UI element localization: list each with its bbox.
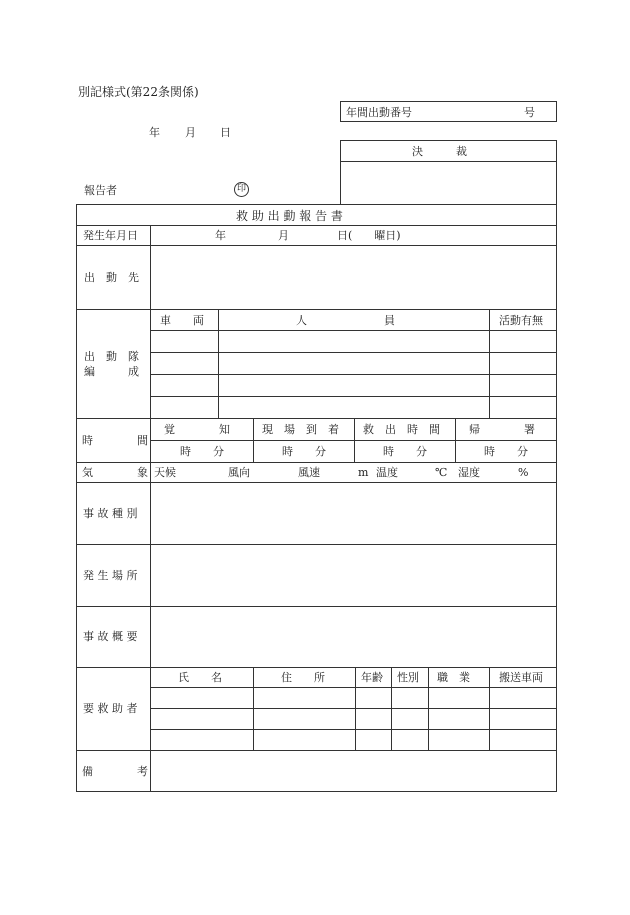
report-form-table [76, 204, 557, 792]
rescued-col-occupation: 職 業 [437, 671, 470, 684]
rescued-col-sex: 性別 [397, 671, 419, 684]
rescued-col-address: 住 所 [281, 671, 325, 684]
time-col-return: 帰 署 [469, 423, 535, 436]
date-day-label: 日 [220, 126, 231, 139]
accident-type-label: 事 故 種 別 [83, 507, 138, 520]
occur-month: 月 [278, 229, 289, 242]
weather-wind-unit: m [358, 466, 369, 479]
weather-wind-direction: 風向 [228, 466, 250, 479]
remarks-label: 備 考 [82, 765, 148, 778]
time-label: 時 間 [82, 434, 148, 447]
weather-wind-speed: 風速 [298, 466, 320, 479]
weather-sky: 天候 [154, 466, 176, 479]
approval-label: 決 裁 [412, 145, 467, 158]
occur-date-label: 発生年月日 [83, 229, 138, 242]
weather-temperature-unit: ℃ [435, 466, 448, 479]
weather-humidity-unit: % [518, 466, 529, 479]
date-month-label: 月 [185, 126, 196, 139]
time-unit-arrival: 時 分 [282, 445, 326, 458]
rescued-col-name: 氏 名 [178, 671, 222, 684]
occur-day-weekday: 日( 曜日) [337, 229, 401, 242]
occur-year: 年 [215, 229, 226, 242]
time-unit-rescue: 時 分 [383, 445, 427, 458]
time-unit-notice: 時 分 [180, 445, 224, 458]
time-col-arrival: 現 場 到 着 [262, 423, 339, 436]
rescued-col-age: 年齢 [361, 671, 383, 684]
team-label-line2: 編 成 [84, 365, 139, 378]
annual-number-suffix: 号 [524, 106, 535, 119]
weather-label: 気 象 [82, 466, 148, 479]
team-col-vehicle: 車 両 [160, 314, 204, 327]
time-unit-return: 時 分 [484, 445, 528, 458]
location-label: 発 生 場 所 [83, 569, 138, 582]
time-col-notice: 覚 知 [164, 423, 230, 436]
seal-mark: 印 [234, 182, 249, 197]
rescued-label: 要 救 助 者 [83, 702, 138, 715]
reporter-label: 報告者 [84, 184, 117, 197]
team-col-activity: 活動有無 [499, 314, 543, 327]
team-col-personnel: 人 員 [296, 314, 395, 327]
destination-label: 出 動 先 [84, 271, 139, 284]
form-reference: 別記様式(第22条関係) [78, 85, 199, 99]
form-title: 救 助 出 動 報 告 書 [236, 209, 343, 223]
weather-humidity: 湿度 [458, 466, 480, 479]
annual-number-label: 年間出動番号 [346, 106, 412, 119]
summary-label: 事 故 概 要 [83, 630, 138, 643]
time-col-rescue: 救 出 時 間 [363, 423, 440, 436]
team-label-line1: 出 動 隊 [84, 350, 139, 363]
weather-temperature: 温度 [376, 466, 398, 479]
date-year-label: 年 [149, 126, 160, 139]
rescued-col-transport-vehicle: 搬送車両 [499, 671, 543, 684]
